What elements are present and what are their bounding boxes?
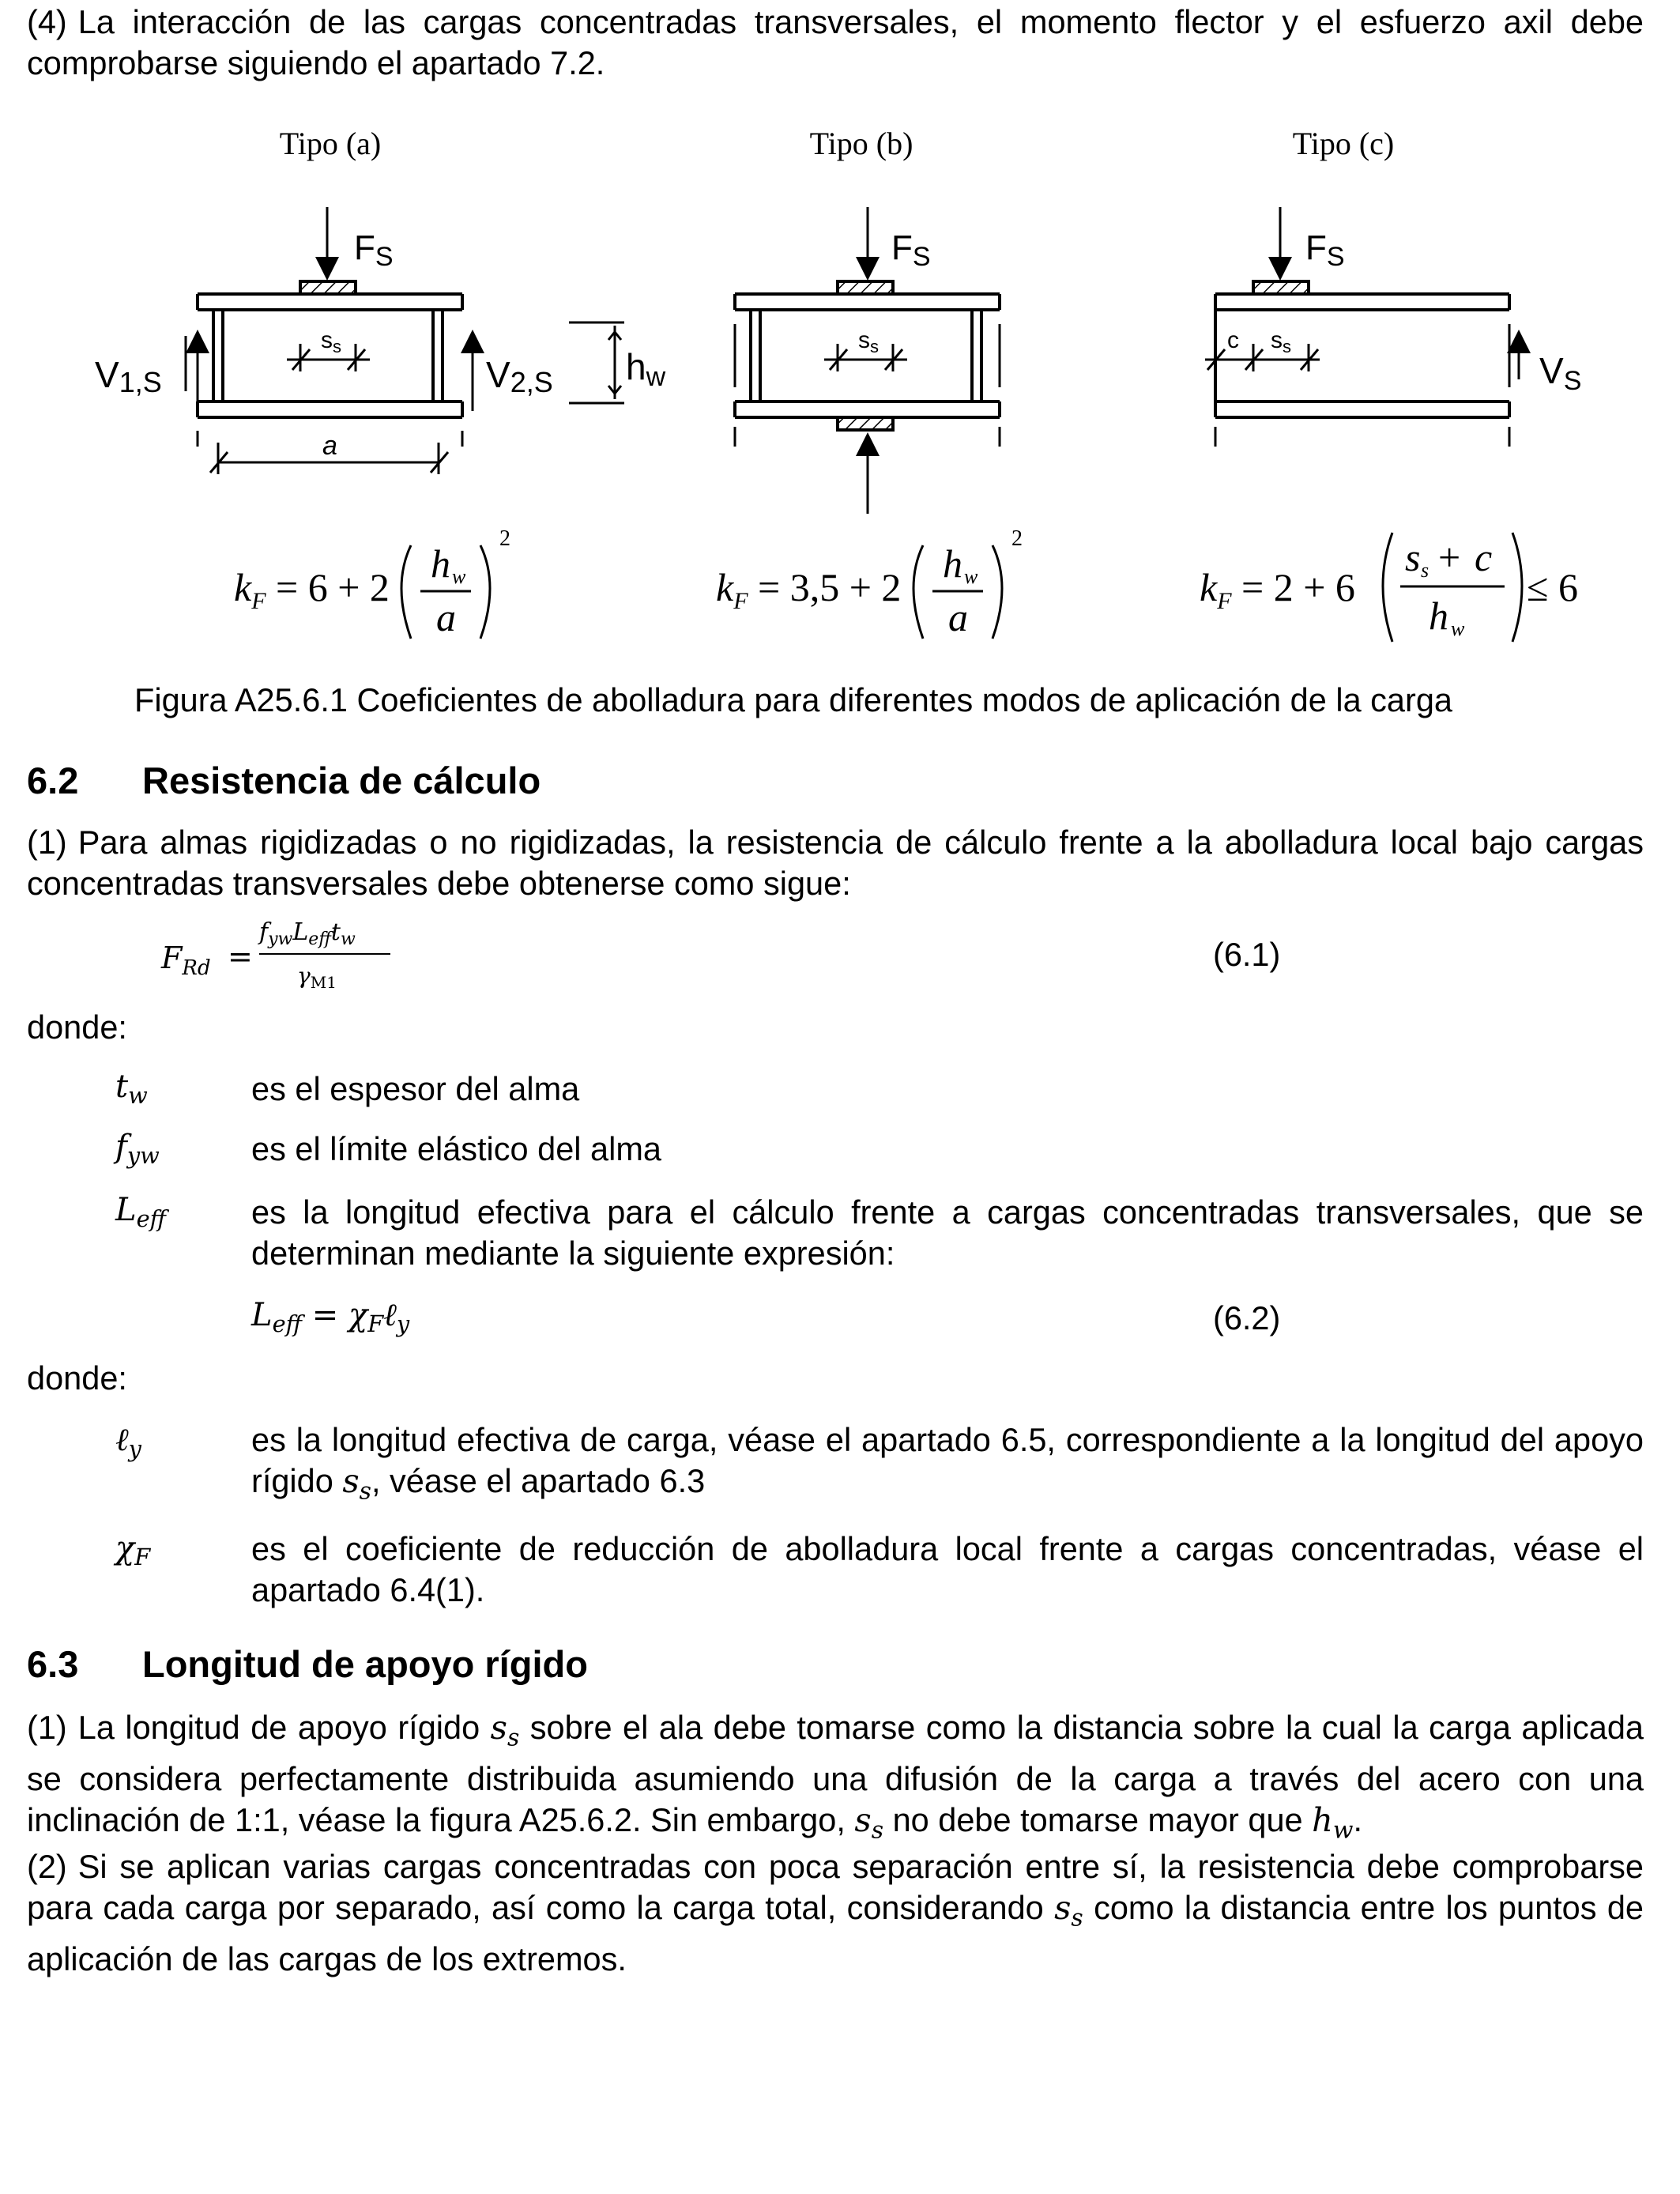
type-c-title: Tipo (c) bbox=[1292, 126, 1395, 161]
definition-ly bbox=[251, 1419, 1644, 1512]
svg-text:w: w bbox=[452, 565, 466, 588]
section-6-3-paragraph-1 bbox=[27, 1707, 1644, 1852]
section-6-2-title: Resistencia de cálculo bbox=[142, 760, 541, 801]
vs-label: VS bbox=[1539, 350, 1582, 396]
svg-text:≤ 6: ≤ 6 bbox=[1527, 565, 1578, 609]
formula-type-a bbox=[234, 526, 510, 639]
paragraph-text: Para almas rigidizadas o no rigidizadas, la resistencia de cálculo frente a la abolladura local bajo cargas concentradas transversales debe obtenerse como sigue: bbox=[27, 824, 1644, 902]
type-a-fs-label: FS bbox=[354, 228, 394, 272]
svg-text:kF = 2 + 6: $k_F = 2 + 6$ bbox=[1200, 565, 1355, 614]
figure-caption: Figura A25.6.1 Coeficientes de abolladura para diferentes modos de aplicación de la carga bbox=[134, 681, 1452, 718]
definition-leff: es la longitud efectiva para el cálculo frente a cargas concentradas transversales, que se determinan mediante la siguiente expresión: bbox=[251, 1193, 1644, 1272]
section-6-3-paragraph-2 bbox=[27, 1846, 1644, 1980]
equation-6-2: $L_{eff}$ = $\chi_F\ell_y$ bbox=[251, 1297, 410, 1338]
definition-tw: es el espesor del alma bbox=[251, 1070, 580, 1107]
svg-text:c: c bbox=[1475, 535, 1493, 579]
section-6-2-paragraph-1 bbox=[27, 822, 1644, 904]
type-c-fs-label: FS bbox=[1305, 228, 1345, 272]
svg-text:kF = 3,5 + 2: $k_F = 3,5 + 2$ bbox=[716, 565, 902, 614]
section-6-3-title: Longitud de apoyo rígido bbox=[142, 1643, 588, 1685]
symbol-ss: $s_s$ bbox=[342, 1461, 371, 1506]
type-a-title: Tipo (a) bbox=[279, 126, 382, 161]
type-b-title: Tipo (b) bbox=[809, 126, 913, 161]
svg-text:2: 2 bbox=[499, 526, 510, 551]
symbol-ss: $s_s$ bbox=[854, 1800, 884, 1845]
type-a-diagram bbox=[186, 207, 624, 474]
v2s-label: V2,S bbox=[486, 354, 553, 398]
hw-label: hw bbox=[626, 346, 666, 392]
symbol-leff: $L_{eff}$ bbox=[115, 1192, 167, 1233]
type-c-diagram bbox=[1205, 207, 1519, 447]
svg-text:h: h bbox=[943, 541, 962, 586]
type-a-ss-label: $s_s$ bbox=[321, 327, 341, 356]
definition-ly-text-a: es la longitud efectiva de carga, véase el apartado 6.5, correspondiente a la longitud del apoyo rígido bbox=[251, 1421, 1644, 1499]
v1s-label: V1,S bbox=[95, 354, 162, 398]
section-6-2-number: 6.2 bbox=[27, 760, 79, 801]
paragraph-text-a: Si se aplican varias cargas concentradas con poca separación entre sí, la resistencia debe comprobarse para cada carga por separado, así como la carga total, considerando bbox=[27, 1848, 1644, 1926]
symbol-ss: $s_s$ bbox=[1054, 1888, 1083, 1932]
type-c-ss-label: $s_s$ bbox=[1271, 327, 1291, 356]
svg-text:2: 2 bbox=[1011, 526, 1023, 551]
svg-text:+: + bbox=[1438, 535, 1461, 579]
paragraph-number: (1) bbox=[27, 1709, 67, 1746]
symbol-hw: $h_w$ bbox=[1312, 1800, 1354, 1845]
svg-text:kF = 6 + 2: $k_F = 6 + 2$ bbox=[234, 565, 390, 614]
symbol-chif: $\chi_F$ bbox=[115, 1530, 151, 1571]
figure-buckling-coefficients bbox=[0, 111, 1680, 664]
paragraph-text-b: como la distancia entre los puntos de aplicación de las cargas de los extremos. bbox=[27, 1889, 1644, 1978]
intro-number: (4) bbox=[27, 3, 67, 40]
paragraph-text-b: sobre el ala debe tomarse como la distancia sobre la cual la carga aplicada se considera perfectamente distribuida asumiendo una difusión de la carga a través del acero con una inclinación de 1:1, véase la figura A25.6.2. Sin embargo, bbox=[27, 1709, 1644, 1839]
symbol-tw: $t_w$ bbox=[115, 1069, 148, 1110]
section-6-3-number: 6.3 bbox=[27, 1643, 79, 1685]
svg-text:w: w bbox=[964, 565, 978, 588]
section-6-3-heading bbox=[27, 1642, 588, 1687]
symbol-ss: $s_s$ bbox=[490, 1708, 520, 1752]
svg-text:s: s bbox=[1405, 535, 1421, 579]
donde-label-1: donde: bbox=[27, 1008, 127, 1046]
svg-text:h: h bbox=[1429, 594, 1448, 638]
donde-label-2: donde: bbox=[27, 1359, 127, 1397]
svg-text:a: a bbox=[948, 595, 968, 639]
intro-text: La interacción de las cargas concentradas transversales, el momento flector y el esfuerzo axil debe comprobarse siguiendo el apartado 7.2. bbox=[27, 3, 1644, 81]
section-6-2-heading bbox=[27, 759, 541, 803]
definition-chif: es el coeficiente de reducción de abolladura local frente a cargas concentradas, véase el apartado 6.4(1). bbox=[251, 1530, 1644, 1608]
intro-paragraph bbox=[27, 2, 1644, 84]
symbol-ly: ℓ$_y$ bbox=[115, 1422, 141, 1463]
paragraph-number: (1) bbox=[27, 824, 67, 861]
paragraph-text-d: . bbox=[1353, 1801, 1363, 1839]
equation-6-2-number: (6.2) bbox=[1213, 1299, 1281, 1336]
type-b-diagram bbox=[735, 207, 1000, 514]
equation-6-1-number: (6.1) bbox=[1213, 936, 1281, 973]
paragraph-text-c: no debe tomarse mayor que bbox=[883, 1801, 1313, 1839]
c-label: c bbox=[1227, 327, 1239, 353]
definition-ly-text-b: , véase el apartado 6.3 bbox=[371, 1462, 706, 1499]
a-dimension-label: a bbox=[322, 431, 337, 461]
definition-fyw: es el límite elástico del alma bbox=[251, 1130, 661, 1167]
svg-text:h: h bbox=[431, 541, 450, 586]
formula-type-c bbox=[1200, 533, 1578, 642]
svg-text:s: s bbox=[1421, 559, 1430, 582]
paragraph-number: (2) bbox=[27, 1848, 67, 1885]
formula-type-b bbox=[716, 526, 1023, 639]
svg-text:a: a bbox=[436, 595, 456, 639]
symbol-fyw: $f_{yw}$ bbox=[115, 1129, 160, 1170]
type-b-fs-label: FS bbox=[891, 228, 931, 272]
paragraph-text-a: La longitud de apoyo rígido bbox=[77, 1709, 491, 1746]
svg-text:w: w bbox=[1451, 617, 1465, 640]
type-b-ss-label: $s_s$ bbox=[858, 327, 879, 356]
